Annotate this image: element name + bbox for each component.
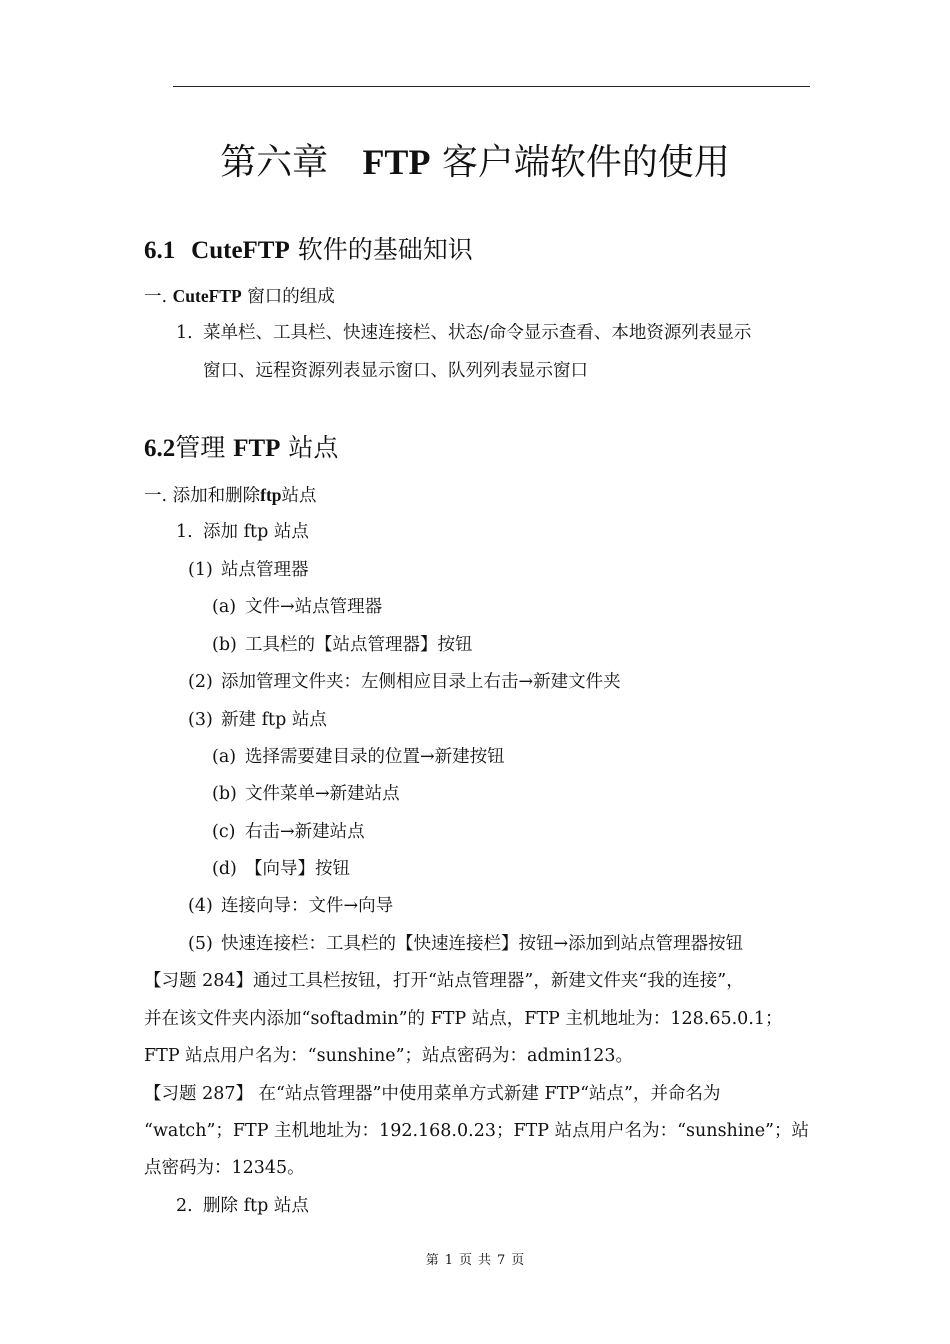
- list-marker: 一.: [144, 287, 168, 307]
- footer-word: 页: [458, 1253, 472, 1268]
- list-marker: (d): [212, 859, 237, 879]
- chapter-title: [0, 134, 950, 185]
- list-item-text: 工具栏的【站点管理器】按钮: [245, 635, 473, 655]
- list-item-text: 【向导】按钮: [245, 859, 350, 879]
- subsection-rest: 站点: [281, 486, 317, 506]
- title-prefix: 第六章: [220, 142, 329, 183]
- exercise-284-line2: 并在该文件夹内添加“softadmin”的 FTP 站点，FTP 主机地址为：128.65.0.1；: [144, 1009, 783, 1029]
- list-marker: (b): [212, 635, 237, 655]
- subsection-6-2-1: [144, 484, 317, 507]
- list-item-1-marker: 1.: [176, 323, 193, 343]
- subsection-rest: 窗口的组成: [247, 287, 335, 307]
- list-item-text: 文件→站点管理器: [245, 597, 383, 617]
- list-item-text: 连接向导：文件→向导: [221, 896, 394, 916]
- page-footer: [0, 1249, 950, 1268]
- subsection-pre: 添加和删除: [172, 486, 261, 506]
- list-marker: (a): [212, 747, 237, 767]
- section-bold: CuteFTP: [191, 237, 290, 264]
- list-item-text: 新建 ftp 站点: [221, 710, 327, 730]
- title-bold: FTP: [362, 142, 431, 182]
- list-marker: (3): [188, 710, 213, 730]
- exercise-284-line3: FTP 站点用户名为：“sunshine”；站点密码为：admin123。: [144, 1046, 634, 1066]
- section-pre: 管理: [175, 433, 226, 462]
- list-item-text: 站点管理器: [221, 560, 309, 580]
- subsection-6-1-1: [144, 285, 335, 308]
- footer-word: 共: [478, 1253, 492, 1268]
- list-marker: (b): [212, 784, 237, 804]
- subsection-bold: CuteFTP: [172, 286, 242, 306]
- list-marker: (5): [188, 934, 213, 954]
- section-bold: FTP: [233, 435, 281, 462]
- exercise-287-line3: 点密码为：12345。: [144, 1158, 305, 1178]
- section-rest: 软件的基础知识: [297, 235, 473, 264]
- header-rule: [173, 86, 810, 87]
- section-number: 6.1: [144, 237, 176, 264]
- list-marker: (c): [212, 822, 236, 842]
- exercise-284-line1: 【习题 284】通过工具栏按钮，打开“站点管理器”，新建文件夹“我的连接”，: [144, 971, 744, 991]
- list-marker: (4): [188, 896, 213, 916]
- list-marker: 一.: [144, 486, 168, 506]
- list-marker: 2.: [176, 1196, 193, 1216]
- subsection-bold: ftp: [260, 485, 282, 505]
- list-item-text: 右击→新建站点: [245, 822, 365, 842]
- section-6-2-heading: [144, 428, 338, 464]
- list-marker: 1.: [176, 522, 193, 542]
- title-suffix: 客户端软件的使用: [441, 142, 730, 183]
- exercise-287-line2: “watch”；FTP 主机地址为：192.168.0.23；FTP 站点用户名为：“sunshine”；站: [144, 1121, 809, 1141]
- footer-word: 第: [425, 1253, 439, 1268]
- list-marker: (a): [212, 597, 237, 617]
- footer-total-pages: 7: [497, 1253, 506, 1268]
- list-item-text: 选择需要建目录的位置→新建按钮: [245, 747, 505, 767]
- list-item-text: 添加管理文件夹：左侧相应目录上右击→新建文件夹: [221, 672, 621, 692]
- list-item-text: 文件菜单→新建站点: [245, 784, 400, 804]
- section-number: 6.2: [144, 435, 176, 462]
- list-item-text: 删除 ftp 站点: [203, 1196, 309, 1216]
- section-rest: 站点: [288, 433, 339, 462]
- list-marker: (1): [188, 560, 213, 580]
- footer-page-number: 1: [444, 1253, 453, 1268]
- exercise-287-line1: 【习题 287】 在“站点管理器”中使用菜单方式新建 FTP“站点”，并命名为: [144, 1084, 721, 1104]
- list-item-1-line1: 菜单栏、工具栏、快速连接栏、状态/命令显示查看、本地资源列表显示: [203, 323, 752, 343]
- list-item-text: 添加 ftp 站点: [203, 522, 309, 542]
- list-marker: (2): [188, 672, 213, 692]
- list-item-text: 快速连接栏：工具栏的【快速连接栏】按钮→添加到站点管理器按钮: [221, 934, 744, 954]
- list-item-1-line2: 窗口、远程资源列表显示窗口、队列列表显示窗口: [203, 361, 588, 381]
- section-6-1-heading: [144, 230, 473, 266]
- footer-word: 页: [511, 1253, 525, 1268]
